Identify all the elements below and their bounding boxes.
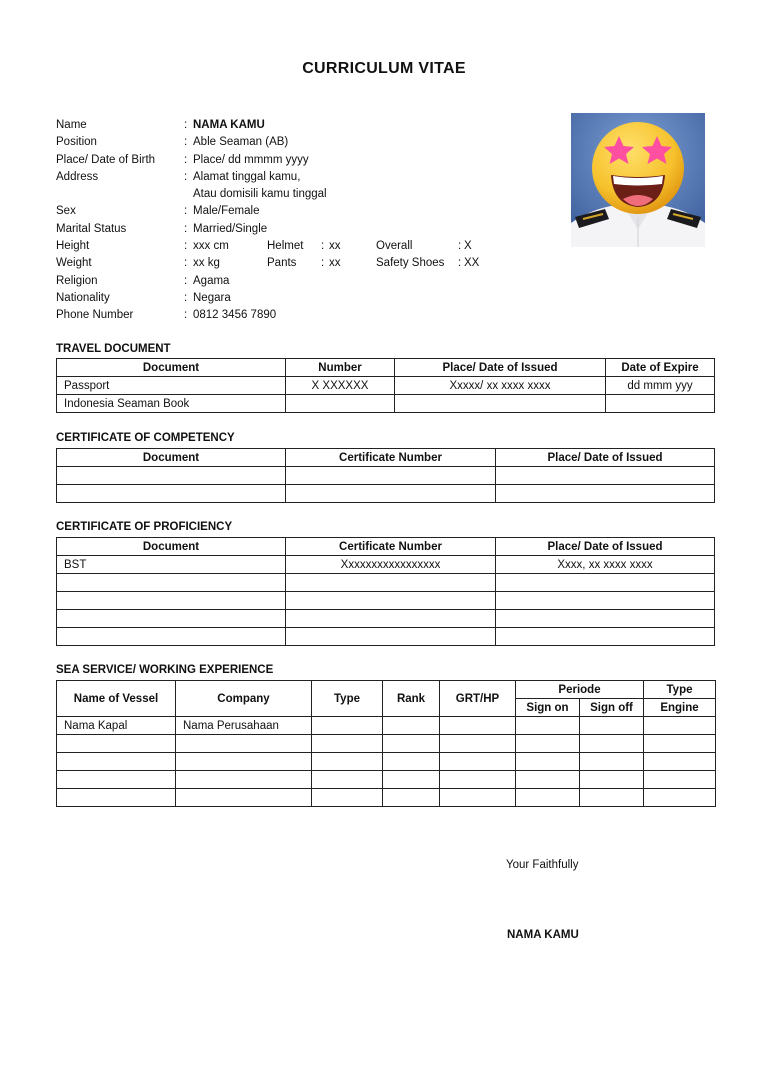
colon: : <box>458 240 462 253</box>
position-value: Able Seaman (AB) <box>193 136 289 149</box>
table-cell <box>57 485 286 503</box>
header-sign-on: Sign on <box>516 699 580 717</box>
table-row <box>57 753 716 771</box>
table-cell: Indonesia Seaman Book <box>57 395 286 413</box>
birth-value: Place/ dd mmmm yyyy <box>193 153 309 166</box>
table-cell <box>286 574 496 592</box>
table-cell <box>440 771 516 789</box>
table-cell <box>496 610 715 628</box>
info-row-address-2 <box>56 186 516 203</box>
header-type: Type <box>312 681 383 717</box>
table-cell <box>644 735 716 753</box>
table-cell <box>176 735 312 753</box>
height-label: Height <box>56 240 90 253</box>
table-cell <box>383 789 440 807</box>
table-cell <box>286 592 496 610</box>
table-cell <box>516 717 580 735</box>
colon: : <box>184 119 188 131</box>
table-row <box>57 556 715 574</box>
header-document: Document <box>57 449 286 467</box>
table-cell <box>516 753 580 771</box>
table-cell <box>580 771 644 789</box>
table-cell <box>644 771 716 789</box>
table-cell <box>580 753 644 771</box>
info-row-marital <box>56 221 516 238</box>
table-row <box>57 592 715 610</box>
table-cell: Xxxxxxxxxxxxxxxxx <box>286 556 496 574</box>
colon: : <box>184 309 188 322</box>
table-cell <box>496 628 715 646</box>
header-certificate-number: Certificate Number <box>286 449 496 467</box>
helmet-value: xx <box>329 240 341 253</box>
table-cell <box>516 735 580 753</box>
header-document: Document <box>57 538 286 556</box>
table-cell <box>580 735 644 753</box>
table-cell <box>606 395 715 413</box>
table-row <box>57 735 716 753</box>
table-cell: Nama Perusahaan <box>176 717 312 735</box>
info-row-birth <box>56 152 516 169</box>
header-place-date-issued: Place/ Date of Issued <box>496 538 715 556</box>
religion-value: Agama <box>193 274 230 287</box>
birth-label: Place/ Date of Birth <box>56 153 156 166</box>
table-cell: Nama Kapal <box>57 717 176 735</box>
name-value: NAMA KAMU <box>193 119 265 131</box>
table-header-row <box>57 681 716 699</box>
weight-label: Weight <box>56 257 92 270</box>
sex-label: Sex <box>56 205 76 218</box>
table-cell <box>516 771 580 789</box>
table-row <box>57 610 715 628</box>
table-row <box>57 628 715 646</box>
table-row <box>57 485 715 503</box>
table-row <box>57 717 716 735</box>
table-cell <box>286 467 496 485</box>
info-row-height <box>56 238 516 255</box>
table-cell <box>286 610 496 628</box>
table-cell: Xxxx, xx xxxx xxxx <box>496 556 715 574</box>
table-cell <box>440 753 516 771</box>
header-periode: Periode <box>516 681 644 699</box>
table-cell <box>312 735 383 753</box>
colon: : <box>184 257 188 270</box>
table-cell <box>496 574 715 592</box>
pants-value: xx <box>329 257 341 270</box>
table-cell <box>440 789 516 807</box>
colon: : <box>184 222 188 235</box>
address-line-1: Alamat tinggal kamu, <box>193 170 301 183</box>
header-document: Document <box>57 359 286 377</box>
personal-info <box>56 117 516 325</box>
table-cell <box>57 735 176 753</box>
header-vessel-name: Name of Vessel <box>57 681 176 717</box>
table-cell <box>176 771 312 789</box>
table-cell <box>383 771 440 789</box>
info-row-phone <box>56 307 516 324</box>
header-grt-hp: GRT/HP <box>440 681 516 717</box>
colon: : <box>184 170 188 183</box>
table-cell <box>516 789 580 807</box>
colon: : <box>321 257 325 270</box>
table-cell <box>383 735 440 753</box>
signature-name: NAMA KAMU <box>507 929 579 941</box>
pants-label: Pants <box>267 257 297 270</box>
sex-value: Male/Female <box>193 205 260 218</box>
table-cell <box>440 717 516 735</box>
table-cell <box>57 789 176 807</box>
marital-label: Marital Status <box>56 222 127 235</box>
address-label: Address <box>56 170 99 183</box>
info-row-name <box>56 117 516 134</box>
table-cell <box>496 592 715 610</box>
header-type-engine-line1: Type <box>644 681 716 699</box>
table-cell <box>395 395 606 413</box>
colon: : <box>184 291 188 304</box>
table-cell: BST <box>57 556 286 574</box>
overall-value: X <box>464 240 472 253</box>
colon: : <box>184 153 188 166</box>
table-cell <box>440 735 516 753</box>
table-cell <box>312 753 383 771</box>
table-cell <box>644 717 716 735</box>
colon: : <box>184 136 188 149</box>
weight-value: xx kg <box>193 257 220 270</box>
table-cell <box>496 467 715 485</box>
colon: : <box>184 240 188 253</box>
position-label: Position <box>56 136 97 149</box>
proficiency-table <box>56 537 715 646</box>
closing-text: Your Faithfully <box>506 859 579 871</box>
header-sign-off: Sign off <box>580 699 644 717</box>
competency-table <box>56 448 715 503</box>
header-certificate-number: Certificate Number <box>286 538 496 556</box>
table-cell <box>176 753 312 771</box>
table-cell <box>383 717 440 735</box>
colon: : <box>321 240 325 253</box>
table-cell: X XXXXXX <box>286 377 395 395</box>
phone-label: Phone Number <box>56 309 134 322</box>
proficiency-title: CERTIFICATE OF PROFICIENCY <box>56 521 233 533</box>
table-header-row <box>57 449 715 467</box>
travel-document-table <box>56 358 715 413</box>
height-value: xxx cm <box>193 240 229 253</box>
table-cell <box>57 467 286 485</box>
info-row-sex <box>56 203 516 220</box>
table-row <box>57 395 715 413</box>
table-row <box>57 574 715 592</box>
table-header-row <box>57 538 715 556</box>
table-cell <box>176 789 312 807</box>
table-cell <box>496 485 715 503</box>
header-company: Company <box>176 681 312 717</box>
religion-label: Religion <box>56 274 98 287</box>
table-header-row <box>57 359 715 377</box>
nationality-value: Negara <box>193 291 231 304</box>
helmet-label: Helmet <box>267 240 304 253</box>
table-cell: dd mmm yyy <box>606 377 715 395</box>
header-type-engine-line2: Engine <box>644 699 716 717</box>
colon: : <box>458 257 462 270</box>
table-cell <box>312 789 383 807</box>
safety-shoes-value: XX <box>464 257 480 270</box>
table-cell <box>644 789 716 807</box>
overall-label: Overall <box>376 240 413 253</box>
table-cell <box>644 753 716 771</box>
nationality-label: Nationality <box>56 291 110 304</box>
info-row-position <box>56 134 516 151</box>
table-cell <box>286 628 496 646</box>
competency-title: CERTIFICATE OF COMPETENCY <box>56 432 235 444</box>
safety-shoes-label: Safety Shoes <box>376 257 445 270</box>
address-line-2: Atau domisili kamu tinggal <box>193 188 327 201</box>
info-row-religion <box>56 273 516 290</box>
table-cell <box>312 771 383 789</box>
colon: : <box>184 274 188 287</box>
marital-value: Married/Single <box>193 222 268 235</box>
table-cell <box>57 753 176 771</box>
header-place-date-issued: Place/ Date of Issued <box>496 449 715 467</box>
phone-value: 0812 3456 7890 <box>193 309 277 322</box>
travel-document-title: TRAVEL DOCUMENT <box>56 343 171 355</box>
table-row <box>57 377 715 395</box>
table-cell <box>57 628 286 646</box>
star-struck-emoji-icon <box>571 113 705 247</box>
table-cell <box>286 395 395 413</box>
table-cell <box>312 717 383 735</box>
header-place-date-issued: Place/ Date of Issued <box>395 359 606 377</box>
table-cell <box>286 485 496 503</box>
name-label: Name <box>56 119 87 131</box>
table-cell <box>57 771 176 789</box>
header-number: Number <box>286 359 395 377</box>
table-row <box>57 467 715 485</box>
table-row <box>57 771 716 789</box>
info-row-weight <box>56 255 516 272</box>
table-cell <box>383 753 440 771</box>
table-cell <box>580 789 644 807</box>
table-cell <box>57 610 286 628</box>
table-cell: Passport <box>57 377 286 395</box>
sea-service-title: SEA SERVICE/ WORKING EXPERIENCE <box>56 664 274 676</box>
colon: : <box>184 205 188 218</box>
profile-photo <box>571 113 705 247</box>
document-title: CURRICULUM VITAE <box>302 60 466 77</box>
table-cell <box>57 574 286 592</box>
table-cell <box>57 592 286 610</box>
table-cell: Xxxxx/ xx xxxx xxxx <box>395 377 606 395</box>
info-row-nationality <box>56 290 516 307</box>
table-cell <box>580 717 644 735</box>
table-row <box>57 789 716 807</box>
info-row-address <box>56 169 516 186</box>
header-date-expire: Date of Expire <box>606 359 715 377</box>
sea-service-table <box>56 680 716 807</box>
header-rank: Rank <box>383 681 440 717</box>
